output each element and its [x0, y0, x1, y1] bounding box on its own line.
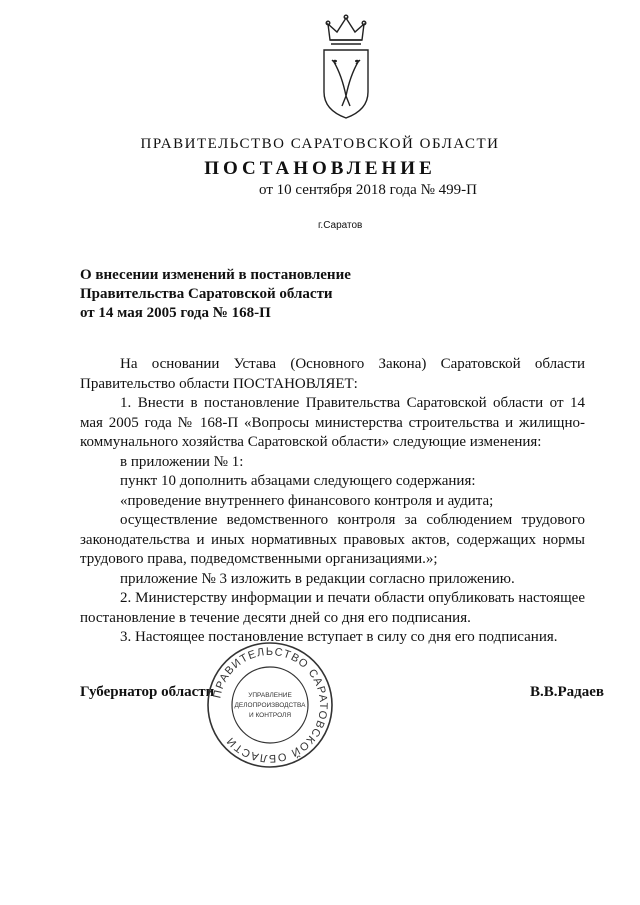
coat-of-arms-emblem [318, 10, 374, 122]
paragraph-quote-control: осуществление ведомственного контроля за соблюдением трудового законодательства и иных нормативных правовых актов, содержащих нормы трудового права, подведомственными организациями.»; [80, 512, 585, 567]
stamp-ring-text: ПРАВИТЕЛЬСТВО САРАТОВСКОЙ ОБЛАСТИ [211, 645, 330, 765]
document-subject [80, 266, 351, 323]
stamp-center-line: И КОНТРОЛЯ [248, 712, 292, 719]
document-date-number [0, 182, 640, 199]
document-type: ПОСТАНОВЛЕНИЕ [204, 158, 436, 179]
paragraph-item-2: 2. Министерству информации и печати области опубликовать настоящее постановление в течение десяти дней со дня его подписания. [80, 590, 585, 626]
stamp-center-line: УПРАВЛЕНИЕ [248, 692, 292, 699]
official-stamp-seal [205, 640, 335, 770]
paragraph-point-10: пункт 10 дополнить абзацами следующего содержания: [120, 473, 476, 489]
paragraph-quote-audit: «проведение внутреннего финансового контроля и аудита; [120, 492, 494, 509]
signature-title: Губернатор области [80, 684, 215, 700]
paragraph-item-3: 3. Настоящее постановление вступает в силу со дня его подписания. [120, 629, 558, 645]
government-title: ПРАВИТЕЛЬСТВО САРАТОВСКОЙ ОБЛАСТИ [140, 136, 500, 152]
paragraph-appendix-1: в приложении № 1: [120, 453, 244, 470]
stamp-center-line: ДЕЛОПРОИЗВОДСТВА [234, 702, 306, 709]
document-body [80, 355, 585, 648]
subject-line: О внесении изменений в постановление [80, 267, 351, 283]
paragraph-preamble: На основании Устава (Основного Закона) Саратовской области Правительство области ПОСТАНОВЛЯЕТ: [80, 356, 585, 392]
subject-line: Правительства Саратовской области [80, 286, 333, 302]
paragraph-item-1: 1. Внести в постановление Правительства Саратовской области от 14 мая 2005 года № 168-П «Вопросы министерства строительства и жилищно-коммунального хозяйства Саратовской области» следующие изменения: [80, 395, 585, 450]
subject-line: от 14 мая 2005 года № 168-П [80, 305, 271, 321]
paragraph-appendix-3: приложение № 3 изложить в редакции согласно приложению. [120, 570, 515, 587]
city: г.Саратов [318, 220, 363, 231]
document-date-number-text: от 10 сентября 2018 года № 499-П [259, 182, 477, 198]
signature-name: В.В.Радаев [530, 684, 605, 700]
